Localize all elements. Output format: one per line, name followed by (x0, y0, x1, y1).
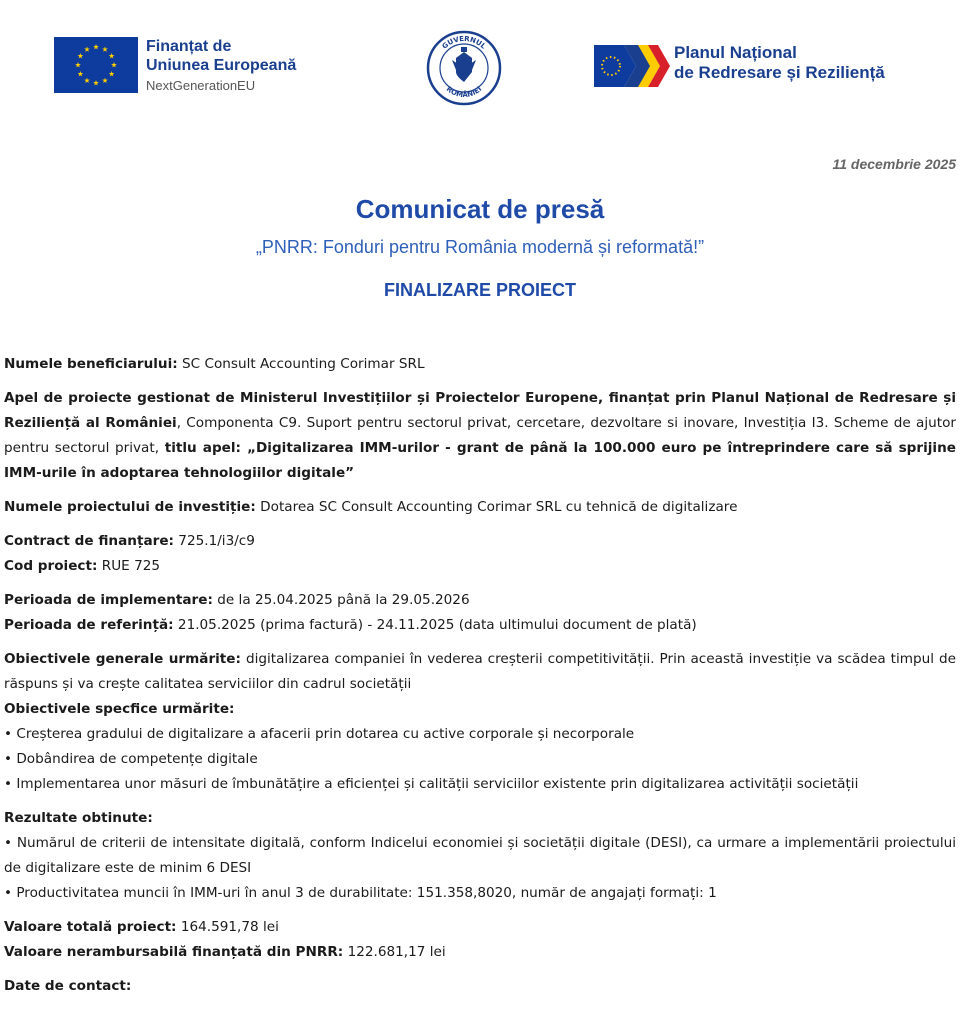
press-release-body (4, 352, 956, 999)
nonrefundable-value-label: Valoare nerambursabilă finanțată din PNRR: (4, 944, 344, 960)
results-label (4, 806, 956, 831)
svg-text:ROMÂNIEI: ROMÂNIEI (444, 84, 484, 100)
specific-objective-item: • Implementarea unor măsuri de îmbunătățire a eficienței și calității serviciilor existente prin digitalizarea activității societății (4, 776, 859, 792)
project-name-value: Dotarea SC Consult Accounting Corimar SRL cu tehnică de digitalizare (255, 499, 738, 515)
total-value-line (4, 915, 956, 940)
reference-period-value: 21.05.2025 (prima factură) - 24.11.2025 (data ultimului document de plată) (173, 617, 697, 633)
project-name-line (4, 495, 956, 520)
results-label-text: Rezultate obtinute: (4, 810, 153, 826)
general-objectives-value: digitalizarea companiei în vederea creșterii competitivității. Prin această investiție va scădea timpul de răspuns și va crește calitatea serviciilor din cadrul societății (4, 651, 956, 692)
nonrefundable-value-amount: 122.681,17 lei (343, 944, 446, 960)
pnrr-line1: Planul Național (674, 43, 797, 62)
call-managing-authority: Apel de proiecte gestionat de Ministerul Investițiilor și Proiectelor Europene, finanțat prin Planul Național de Redresare și Reziliență al României (4, 390, 956, 431)
call-title: titlu apel: „Digitalizarea IMM-urilor - grant de până la 100.000 euro pe întreprindere care să sprijine IMM-urile în adoptarea tehnologiilor digitale” (4, 440, 956, 481)
page-subtitle: „PNRR: Fonduri pentru România modernă și reformată!” (255, 237, 705, 257)
specific-objectives-label (4, 697, 956, 722)
eu-funding-line1: Finanțat de (146, 38, 232, 55)
contact-label (4, 974, 956, 999)
total-value-amount: 164.591,78 lei (176, 919, 279, 935)
project-name-label: Numele proiectului de investiție: (4, 499, 256, 515)
result-item: • Productivitatea muncii în IMM-uri în anul 3 de durabilitate: 151.358,8020, număr de angajați formați: 1 (4, 885, 717, 901)
implementation-period-line (4, 588, 956, 613)
section-heading: FINALIZARE PROIECT (384, 280, 576, 300)
government-seal-icon (426, 30, 502, 106)
implementation-period-value: de la 25.04.2025 până la 29.05.2026 (212, 592, 470, 608)
project-code-value: RUE 725 (97, 558, 161, 574)
general-objectives-label: Obiectivele generale urmărite: (4, 651, 241, 667)
reference-period-label: Perioada de referință: (4, 617, 174, 633)
pnrr-line2: de Redresare și Reziliență (674, 63, 885, 82)
contact-label-text: Date de contact: (4, 978, 132, 994)
eu-funding-line2: Uniunea Europeană (146, 57, 297, 74)
project-code-line (4, 554, 956, 579)
implementation-period-label: Perioada de implementare: (4, 592, 213, 608)
press-release-date: 11 decembrie 2025 (832, 156, 956, 172)
contract-value: 725.1/i3/c9 (173, 533, 255, 549)
contract-line (4, 529, 956, 554)
contract-label: Contract de finanțare: (4, 533, 174, 549)
eu-funding-line3: NextGenerationEU (146, 78, 256, 93)
specific-objective-item: • Creșterea gradului de digitalizare a afacerii prin dotarea cu active corporale și necorporale (4, 726, 635, 742)
general-objectives (4, 647, 956, 697)
page-title: Comunicat de presă (355, 194, 605, 224)
nonrefundable-value-line (4, 940, 956, 965)
beneficiary-label: Numele beneficiarului: (4, 356, 178, 372)
page-header (0, 0, 960, 130)
project-code-label: Cod proiect: (4, 558, 98, 574)
specific-objective-item: • Dobândirea de competențe digitale (4, 751, 258, 767)
call-component-text: , Componenta C9. Suport pentru sectorul privat, cercetare, dezvoltare si inovare, Investiția I3. Scheme de ajutor pentru sectorul privat, (4, 415, 956, 456)
beneficiary-value: SC Consult Accounting Corimar SRL (177, 356, 425, 372)
beneficiary-line (4, 352, 956, 377)
result-item: • Numărul de criterii de intensitate digitală, conform Indicelui economiei și societății digitale (DESI), ca urmare a implementării proiectului de digitalizare este de minim 6 DESI (4, 835, 956, 876)
eu-flag-icon (54, 37, 138, 93)
total-value-label: Valoare totală proiect: (4, 919, 177, 935)
reference-period-line (4, 613, 956, 638)
call-description (4, 386, 956, 486)
svg-text:GUVERNUL: GUVERNUL (440, 34, 488, 51)
pnrr-arrows-icon (594, 45, 670, 87)
specific-objectives-label-text: Obiectivele specfice urmărite: (4, 701, 235, 717)
